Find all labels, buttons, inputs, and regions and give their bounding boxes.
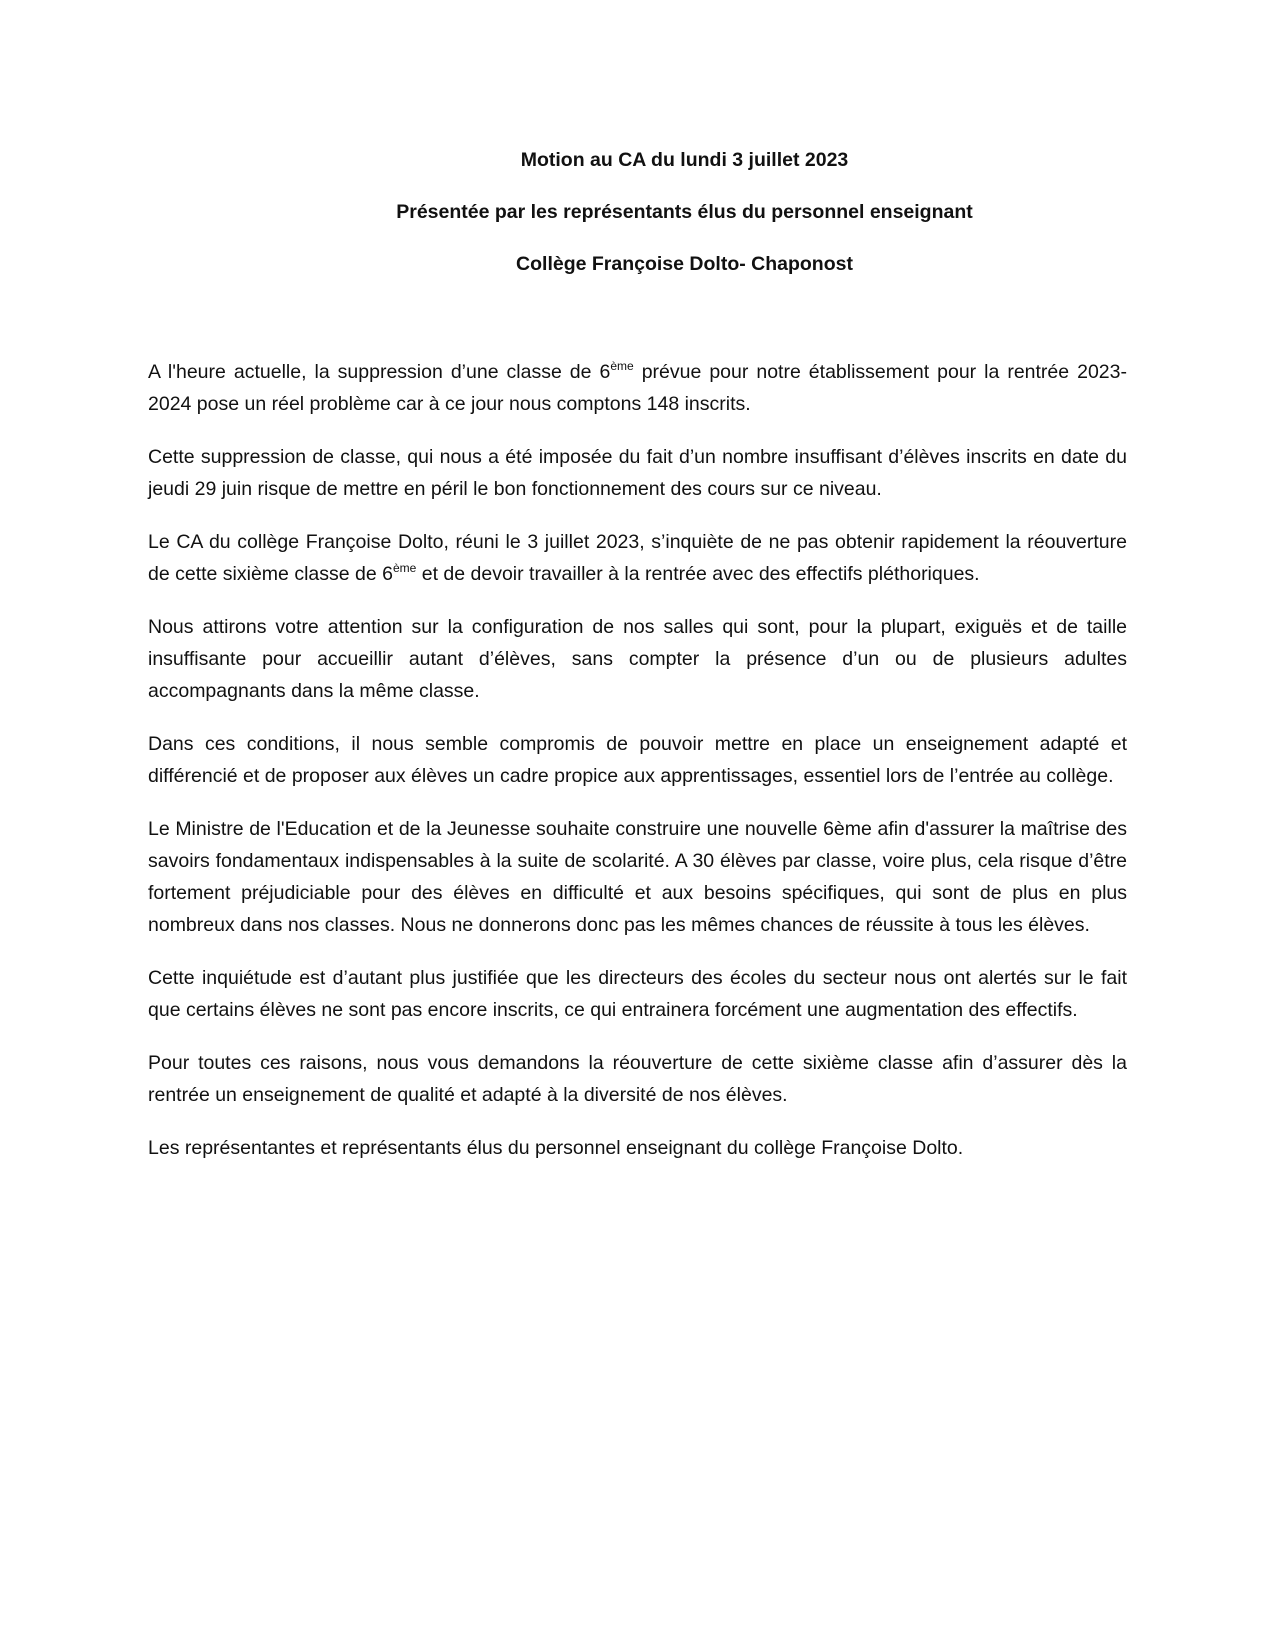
paragraph-1 [148,356,1127,420]
superscript-eme: ème [392,561,417,575]
superscript-eme: ème [610,359,634,373]
paragraph-3 [148,526,1127,590]
paragraph-3-text-a: Le CA du collège Françoise Dolto, réuni le 3 juillet 2023, s’inquiète de ne pas obtenir rapidement la réouverture de cette sixième classe de 6 [148,531,1127,585]
school-name: Collège Françoise Dolto- Chaponost [516,253,853,275]
document-title: Motion au CA du lundi 3 juillet 2023 [520,149,849,171]
paragraph-4: Nous attirons votre attention sur la configuration de nos salles qui sont, pour la plupart, exiguës et de taille insuffisante pour accueillir autant d’élèves, sans compter la présence d’un ou de plusieurs adultes accompagnants dans la même classe. [148,616,1127,702]
paragraph-6: Le Ministre de l'Education et de la Jeunesse souhaite construire une nouvelle 6ème afin d'assurer la maîtrise des savoirs fondamentaux indispensables à la suite de scolarité. A 30 élèves par classe, voire plus, cela risque d’être fortement préjudiciable pour des élèves en difficulté et aux besoins spécifiques, qui sont de plus en plus nombreux dans nos classes. Nous ne donnerons donc pas les mêmes chances de réussite à tous les élèves. [148,818,1127,936]
paragraph-8: Pour toutes ces raisons, nous vous demandons la réouverture de cette sixième classe afin d’assurer dès la rentrée un enseignement de qualité et adapté à la diversité de nos élèves. [148,1052,1127,1106]
paragraph-3-text-b: et de devoir travailler à la rentrée avec des effectifs pléthoriques. [416,563,980,585]
document-subtitle: Présentée par les représentants élus du personnel enseignant [396,201,973,223]
paragraph-1-text-b: prévue pour notre établissement pour la rentrée 2023-2024 pose un réel problème car à ce jour nous comptons 148 inscrits. [148,361,1127,415]
paragraph-2: Cette suppression de classe, qui nous a été imposée du fait d’un nombre insuffisant d’élèves inscrits en date du jeudi 29 juin risque de mettre en péril le bon fonctionnement des cours sur ce niveau. [148,446,1127,500]
motion-body [148,356,1127,1185]
paragraph-7: Cette inquiétude est d’autant plus justifiée que les directeurs des écoles du secteur nous ont alertés sur le fait que certains élèves ne sont pas encore inscrits, ce qui entrainera forcément une augmentation des effectifs. [148,967,1127,1021]
paragraph-1-text-a: A l'heure actuelle, la suppression d’une classe de 6 [148,361,611,383]
paragraph-5: Dans ces conditions, il nous semble compromis de pouvoir mettre en place un enseignement adapté et différencié et de proposer aux élèves un cadre propice aux apprentissages, essentiel lors de l’entrée au collège. [148,733,1127,787]
signature-line: Les représentantes et représentants élus du personnel enseignant du collège Françoise Dolto. [148,1137,964,1159]
